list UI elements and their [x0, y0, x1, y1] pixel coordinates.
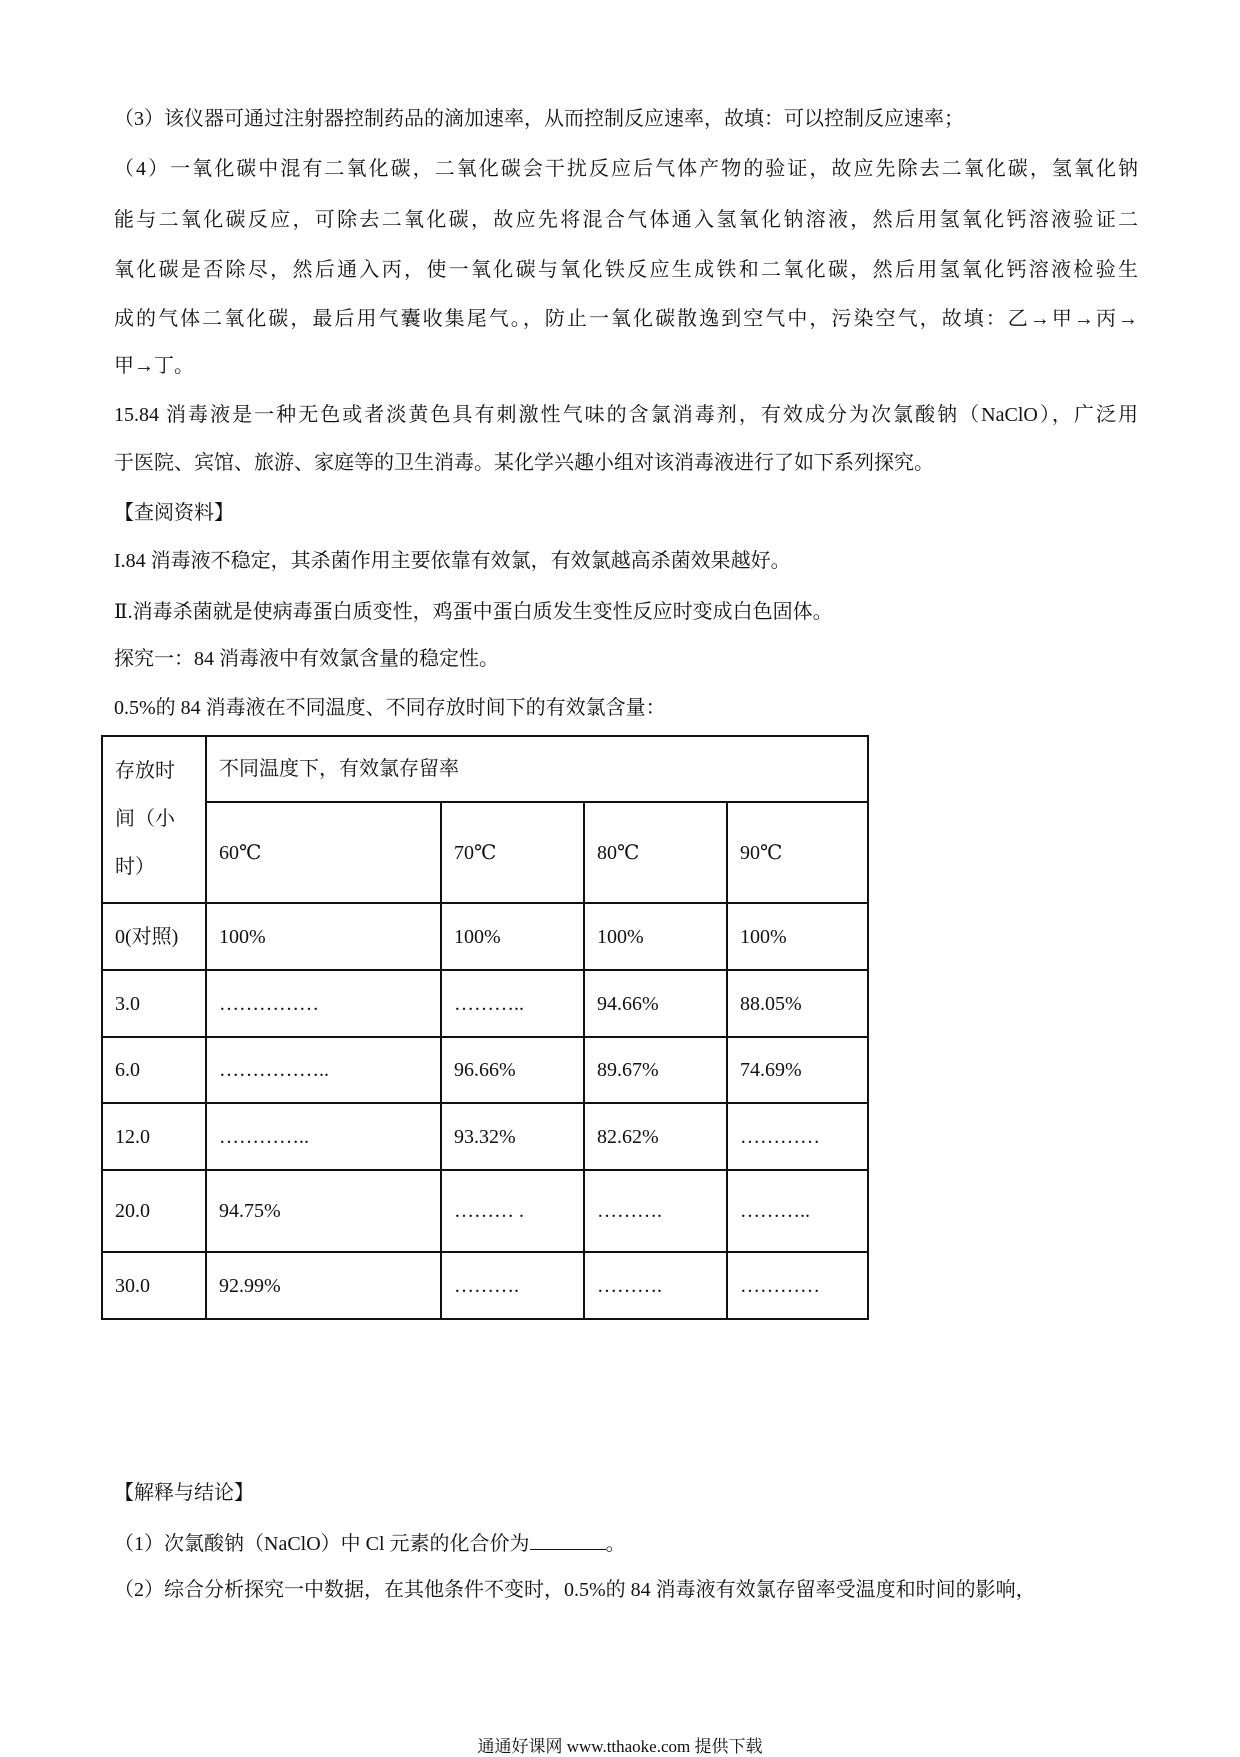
value-cell: ………… — [727, 1252, 868, 1319]
value-cell: ………….. — [206, 1103, 441, 1170]
section-heading-reference: 【查阅资料】 — [114, 502, 234, 524]
table-row — [102, 1103, 868, 1170]
reference-item-1: I.84 消毒液不稳定，其杀菌作用主要依靠有效氯，有效氯越高杀菌效果越好。 — [114, 550, 791, 572]
column-header: 60℃ — [206, 802, 441, 903]
value-cell: ………. — [584, 1170, 727, 1252]
column-header: 90℃ — [727, 802, 868, 903]
answer-item-3: （3）该仪器可通过注射器控制药品的滴加速率，从而控制反应速率，故填：可以控制反应速率； — [114, 108, 964, 130]
time-cell: 0(对照) — [102, 903, 206, 970]
table-row — [102, 1037, 868, 1103]
table-row — [102, 1252, 868, 1319]
time-cell: 3.0 — [102, 970, 206, 1037]
value-cell: 93.32% — [441, 1103, 584, 1170]
value-cell: ………… — [727, 1103, 868, 1170]
answer-item-4-line5: 甲→丁。 — [114, 355, 194, 377]
value-cell: 89.67% — [584, 1037, 727, 1103]
value-cell: ………. — [441, 1252, 584, 1319]
value-cell: …………….. — [206, 1037, 441, 1103]
value-cell: ……….. — [441, 970, 584, 1037]
value-cell: 96.66% — [441, 1037, 584, 1103]
value-cell: 100% — [441, 903, 584, 970]
column-header: 80℃ — [584, 802, 727, 903]
value-cell: 94.75% — [206, 1170, 441, 1252]
group-header-cell: 不同温度下，有效氯存留率 — [206, 736, 868, 802]
time-cell: 20.0 — [102, 1170, 206, 1252]
value-cell: 82.62% — [584, 1103, 727, 1170]
answer-item-4-line4: 成的气体二氧化碳，最后用气囊收集尾气。，防止一氧化碳散逸到空气中，污染空气，故填：乙→甲→丙→ — [114, 308, 1138, 330]
value-cell: 100% — [584, 903, 727, 970]
value-cell: ……… . — [441, 1170, 584, 1252]
value-cell: 100% — [206, 903, 441, 970]
row-header-cell — [102, 736, 206, 903]
table-row — [102, 970, 868, 1037]
reference-item-2: Ⅱ.消毒杀菌就是使病毒蛋白质变性，鸡蛋中蛋白质发生变性反应时变成白色固体。 — [114, 601, 833, 623]
row-header-line: 存放时 — [115, 760, 175, 782]
value-cell: 74.69% — [727, 1037, 868, 1103]
table-row — [102, 1170, 868, 1252]
page-footer: 通通好课网 www.tthaoke.com 提供下载 — [477, 1737, 763, 1756]
conclusion-question-1 — [114, 1529, 626, 1557]
row-header-line: 间（小 — [115, 808, 175, 830]
answer-item-4-line2: 能与二氧化碳反应，可除去二氧化碳，故应先将混合气体通入氢氧化钠溶液，然后用氢氧化钙溶液验证二 — [114, 209, 1138, 231]
time-cell: 30.0 — [102, 1252, 206, 1319]
investigation-1-title: 探究一：84 消毒液中有效氯含量的稳定性。 — [114, 648, 499, 670]
table-row — [102, 903, 868, 970]
value-cell: ………. — [584, 1252, 727, 1319]
value-cell: ……….. — [727, 1170, 868, 1252]
row-header-line: 时） — [115, 856, 155, 878]
answer-item-4-line3: 氧化碳是否除尽，然后通入丙，使一氧化碳与氧化铁反应生成铁和二氧化碳，然后用氢氧化钙溶液检验生 — [114, 259, 1138, 281]
value-cell: 94.66% — [584, 970, 727, 1037]
table-caption: 0.5%的 84 消毒液在不同温度、不同存放时间下的有效氯含量： — [114, 697, 666, 719]
value-cell: 100% — [727, 903, 868, 970]
answer-item-4-line1: （4）一氧化碳中混有二氧化碳，二氧化碳会干扰反应后气体产物的验证，故应先除去二氧化碳，氢氧化钠 — [114, 158, 1138, 180]
time-cell: 12.0 — [102, 1103, 206, 1170]
value-cell: 92.99% — [206, 1252, 441, 1319]
question-15-line1: 15.84 消毒液是一种无色或者淡黄色具有刺激性气味的含氯消毒剂，有效成分为次氯酸钠（NaClO），广泛用 — [114, 404, 1138, 426]
conclusion-question-2: （2）综合分析探究一中数据，在其他条件不变时，0.5%的 84 消毒液有效氯存留率受温度和时间的影响， — [114, 1579, 1036, 1601]
question-15-line2: 于医院、宾馆、旅游、家庭等的卫生消毒。某化学兴趣小组对该消毒液进行了如下系列探究。 — [114, 452, 934, 474]
section-heading-conclusion: 【解释与结论】 — [114, 1482, 254, 1504]
value-cell: …………… — [206, 970, 441, 1037]
chlorine-retention-table — [101, 735, 869, 1320]
question-1-text: （1）次氯酸钠（NaClO）中 Cl 元素的化合价为 — [114, 1533, 530, 1555]
time-cell: 6.0 — [102, 1037, 206, 1103]
answer-blank — [530, 1529, 606, 1550]
column-header: 70℃ — [441, 802, 584, 903]
value-cell: 88.05% — [727, 970, 868, 1037]
question-1-end: 。 — [605, 1533, 626, 1555]
